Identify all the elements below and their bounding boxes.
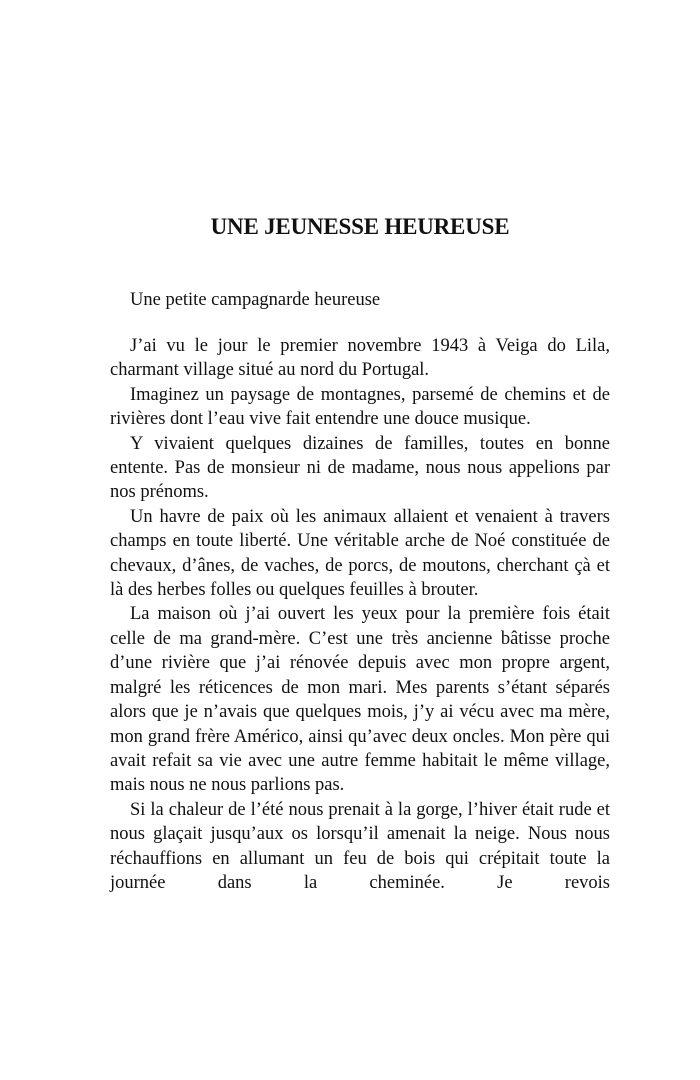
chapter-title: UNE JEUNESSE HEUREUSE [210,214,510,239]
paragraph: J’ai vu le jour le premier novembre 1943 à Veiga do Lila, charmant village situé au nord du Portugal. [110,336,610,381]
paragraph: Si la chaleur de l’été nous prenait à la gorge, l’hiver était rude et nous glaçait jusqu’aux os lorsqu’il amenait la neige. Nous nous réchauffions en allumant un feu de bois qui crépitait toute la journée dans la cheminée. Je revois [110,799,610,893]
paragraph: La maison où j’ai ouvert les yeux pour la première fois était celle de ma grand-mère. C’est une très ancienne bâtisse proche d’une rivière que j’ai rénovée depuis avec mon propre argent, malgré les réticences de mon mari. Mes parents s’étant séparés alors que je n’avais que quelques mois, j’y ai vécu avec ma mère, mon grand frère Américo, ainsi qu’avec deux oncles. Mon père qui avait refait sa vie avec une autre femme habitait le même village, mais nous ne nous parlions pas. [110,604,610,796]
chapter-subtitle: Une petite campagnarde heureuse [130,290,381,310]
paragraph: Un havre de paix où les animaux allaient et venaient à travers champs en toute liberté. Une véritable arche de Noé constituée de chevaux, d’ânes, de vaches, de porcs, de moutons, cherchant çà et là des herbes folles ou quelques feuilles à brouter. [110,506,610,601]
body-text [110,334,610,895]
paragraph: Imaginez un paysage de montagnes, parsemé de chemins et de rivières dont l’eau vive fait entendre une douce musique. [110,384,610,430]
paragraph: Y vivaient quelques dizaines de familles, toutes en bonne entente. Pas de monsieur ni de madame, nous nous appelions par nos prénoms. [110,433,610,503]
